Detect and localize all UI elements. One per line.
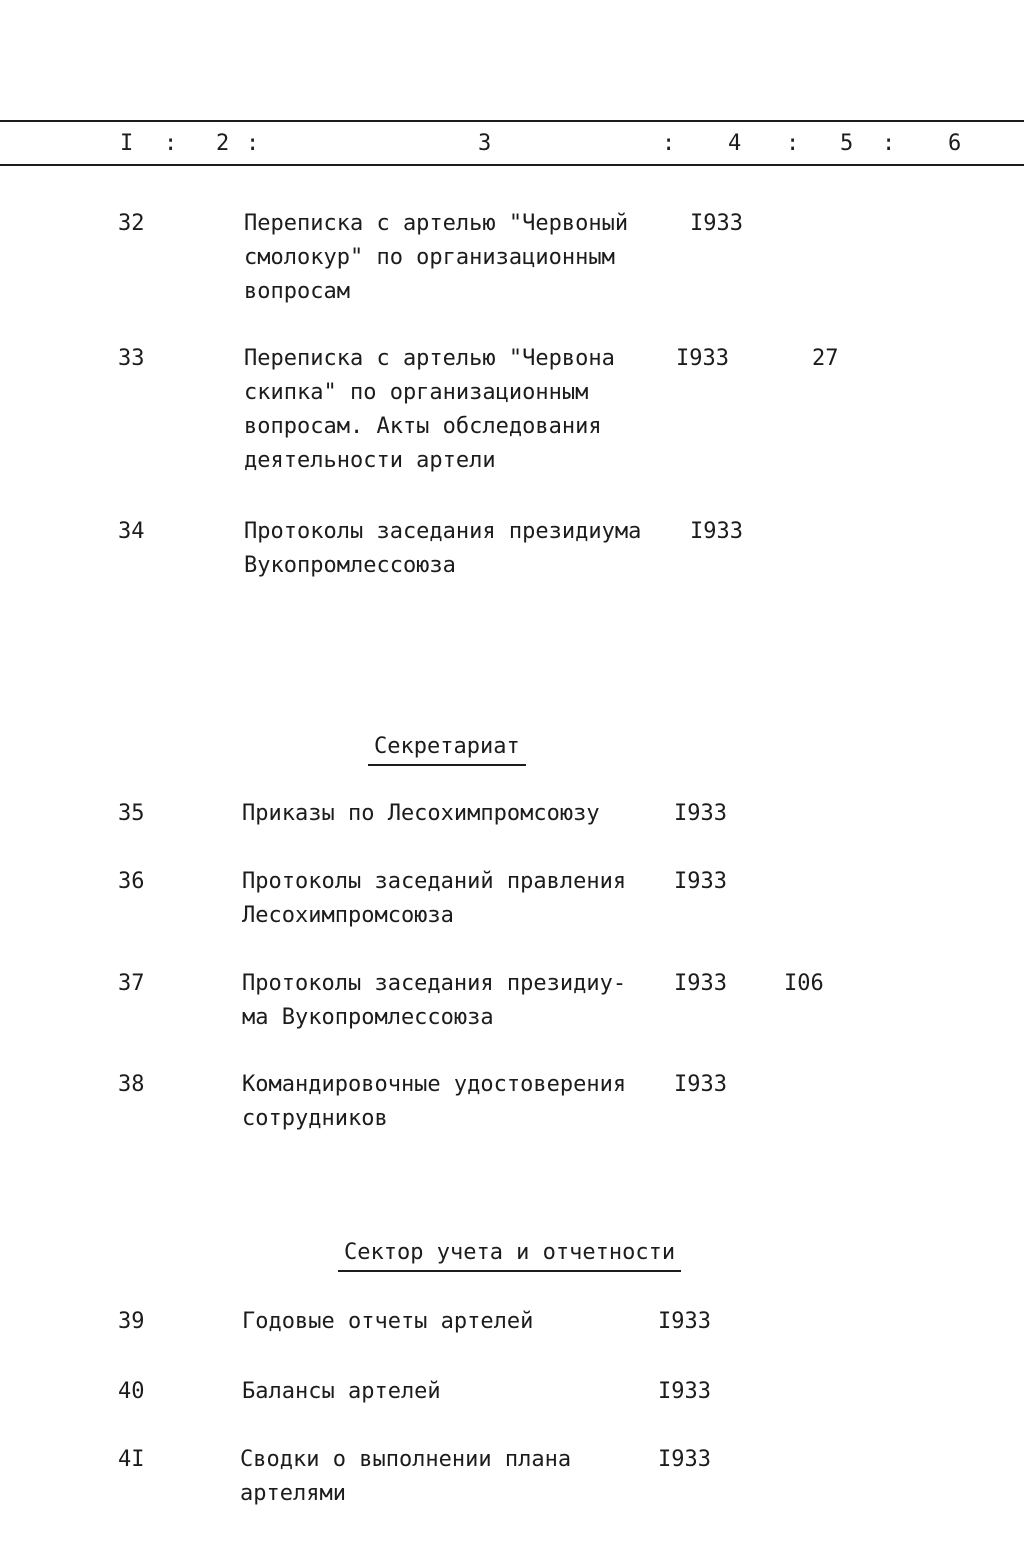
section-heading-secretariat: Секретариат <box>368 732 526 766</box>
case-year: I933 <box>674 1072 727 1097</box>
case-title: Годовые отчеты артелей <box>242 1309 534 1334</box>
case-year: I933 <box>658 1447 711 1472</box>
case-title: Балансы артелей <box>242 1379 441 1404</box>
case-sheet-count: 27 <box>812 346 839 371</box>
case-title: Переписка с артелью "Червоный смолокур" по организационным вопросам <box>244 211 629 304</box>
case-title: Сводки о выполнении плана артелями <box>240 1447 572 1506</box>
case-year: I933 <box>658 1309 711 1334</box>
column-header-1: I <box>120 131 134 156</box>
column-header-4: 4 <box>728 131 742 156</box>
case-title: Переписка с артелью "Червона скипка" по организационным вопросам. Акты обследования деятельности артели <box>244 346 615 473</box>
case-title: Приказы по Лесохимпромсоюзу <box>242 801 600 826</box>
case-year: I933 <box>690 211 743 236</box>
column-separator: : <box>164 131 178 156</box>
case-number: 39 <box>118 1309 145 1334</box>
case-number: 32 <box>118 211 145 236</box>
column-header-3: 3 <box>478 131 492 156</box>
case-year: I933 <box>674 801 727 826</box>
case-title: Протоколы заседания президиума Вукопромлессоюза <box>244 519 642 578</box>
header-bottom-rule <box>0 164 1024 166</box>
column-separator: : <box>786 131 800 156</box>
section-heading-accounting: Сектор учета и отчетности <box>338 1238 681 1272</box>
case-number: 4I <box>118 1447 145 1472</box>
case-number: 40 <box>118 1379 145 1404</box>
column-header-2: 2 <box>216 131 230 156</box>
case-year: I933 <box>674 971 727 996</box>
case-number: 37 <box>118 971 145 996</box>
case-title: Протоколы заседания президиу- ма Вукопромлессоюза <box>242 971 627 1030</box>
column-header-5: 5 <box>840 131 854 156</box>
case-sheet-count: I06 <box>784 971 824 996</box>
column-separator: : <box>246 131 260 156</box>
case-title: Протоколы заседаний правления Лесохимпромсоюза <box>242 869 627 928</box>
column-header-6: 6 <box>948 131 962 156</box>
case-year: I933 <box>674 869 727 894</box>
case-number: 38 <box>118 1072 145 1097</box>
column-separator: : <box>882 131 896 156</box>
case-title: Командировочные удостоверения сотрудников <box>242 1072 627 1131</box>
case-number: 36 <box>118 869 145 894</box>
case-number: 34 <box>118 519 145 544</box>
case-number: 35 <box>118 801 145 826</box>
case-year: I933 <box>690 519 743 544</box>
case-year: I933 <box>658 1379 711 1404</box>
case-number: 33 <box>118 346 145 371</box>
column-separator: : <box>662 131 676 156</box>
header-top-rule <box>0 120 1024 122</box>
case-year: I933 <box>676 346 729 371</box>
